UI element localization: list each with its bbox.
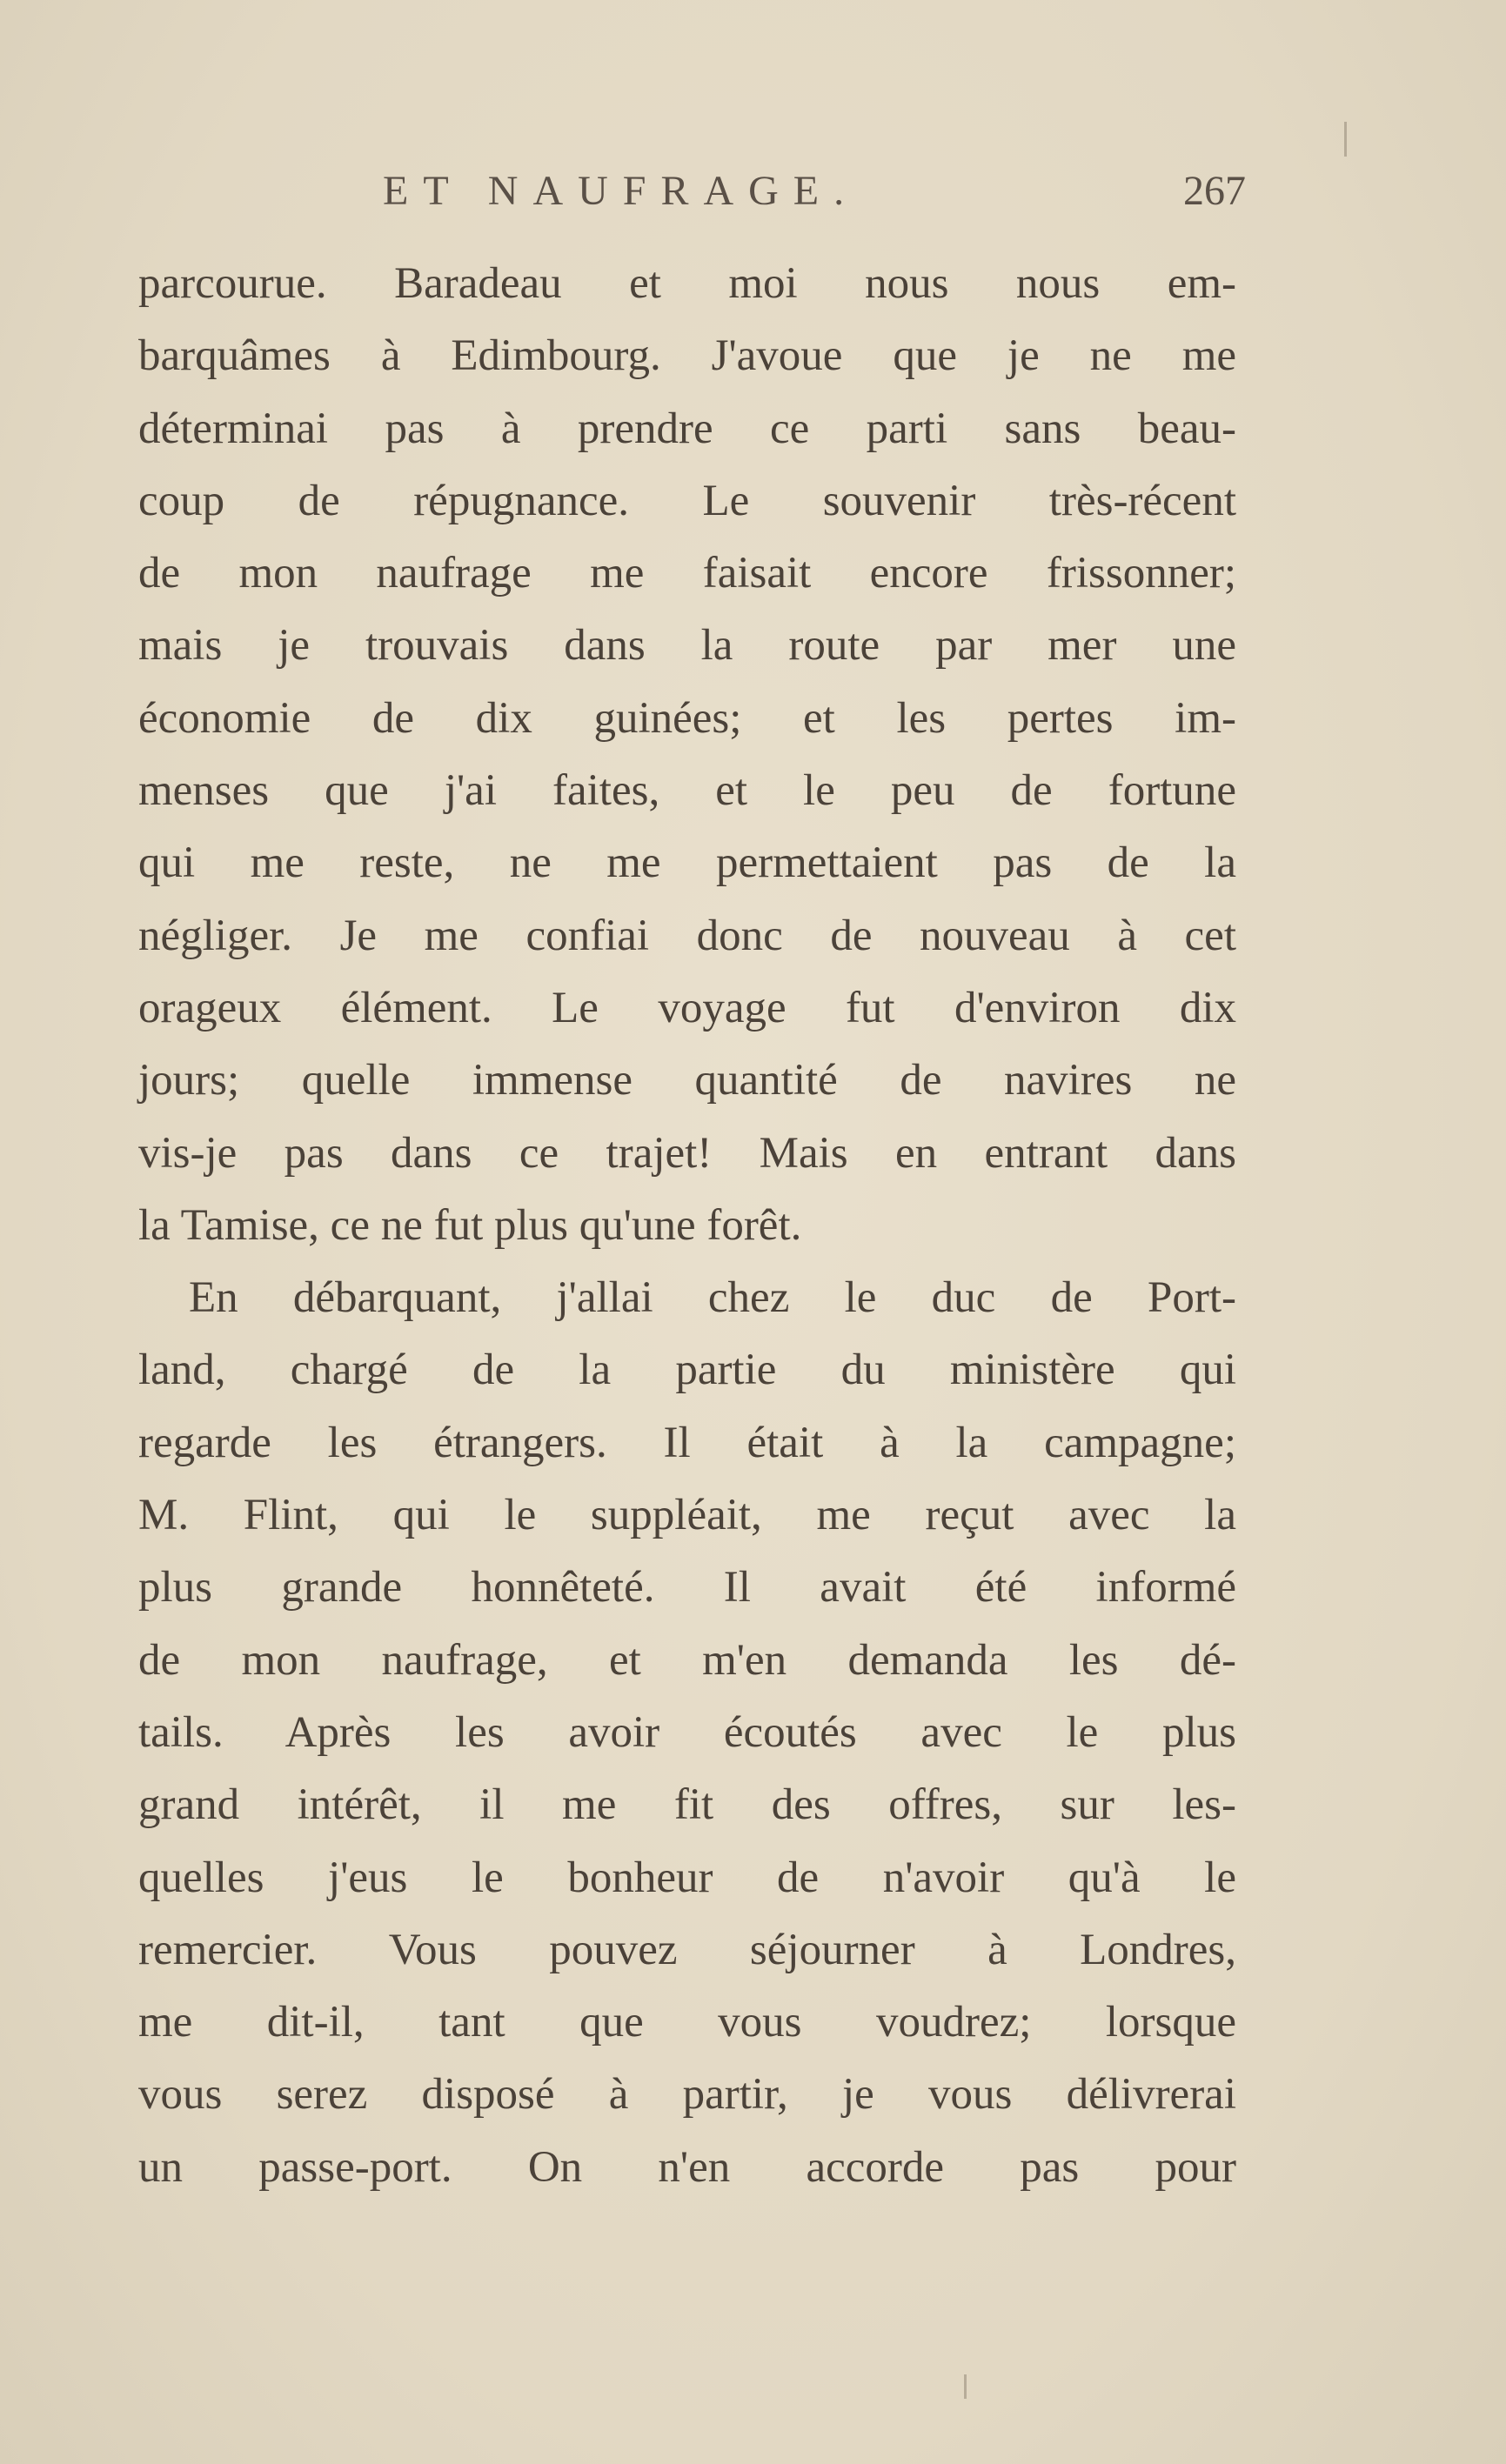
text-line: me dit-il, tant que vous voudrez; lorsque — [138, 1998, 1236, 2047]
text-line: mais je trouvais dans la route par mer une — [138, 621, 1236, 671]
paragraph-start-line: En débarquant, j'allai chez le duc de Port- — [189, 1273, 1236, 1323]
text-line: menses que j'ai faites, et le peu de fortune — [138, 766, 1236, 816]
body-text — [138, 248, 1236, 2204]
text-line: parcourue. Baradeau et moi nous nous em- — [138, 259, 1236, 308]
text-line: un passe-port. On n'en accorde pas pour — [138, 2142, 1236, 2192]
text-line: plus grande honnêteté. Il avait été informé — [138, 1563, 1236, 1613]
text-line: négliger. Je me confiai donc de nouveau à cet — [138, 911, 1236, 960]
text-line: grand intérêt, il me fit des offres, sur les- — [138, 1780, 1236, 1830]
text-line: vous serez disposé à partir, je vous délivrerai — [138, 2070, 1236, 2120]
text-line: vis-je pas dans ce trajet! Mais en entrant dans — [138, 1128, 1236, 1178]
text-line: land, chargé de la partie du ministère qui — [138, 1346, 1236, 1395]
text-line: tails. Après les avoir écoutés avec le plus — [138, 1707, 1236, 1757]
text-line: M. Flint, qui le suppléait, me reçut avec la — [138, 1491, 1236, 1540]
text-line: coup de répugnance. Le souvenir très-récent — [138, 476, 1236, 525]
text-line: orageux élément. Le voyage fut d'environ dix — [138, 983, 1236, 1032]
text-line: économie de dix guinées; et les pertes im- — [138, 693, 1236, 743]
text-line: remercier. Vous pouvez séjourner à Londres, — [138, 1925, 1236, 1974]
running-head-title: ET NAUFRAGE. — [383, 168, 860, 214]
text-line: de mon naufrage, et m'en demanda les dé- — [138, 1635, 1236, 1685]
paper-blemish — [964, 2374, 967, 2399]
paragraph-end-line: la Tamise, ce ne fut plus qu'une forêt. — [138, 1200, 802, 1250]
text-line: barquâmes à Edimbourg. J'avoue que je ne me — [138, 331, 1236, 381]
page-number: 267 — [1183, 168, 1246, 214]
text-line: quelles j'eus le bonheur de n'avoir qu'à le — [138, 1853, 1236, 1902]
text-line: qui me reste, ne me permettaient pas de la — [138, 838, 1236, 888]
text-line: déterminai pas à prendre ce parti sans beau- — [138, 404, 1236, 453]
text-line: de mon naufrage me faisait encore frissonner; — [138, 549, 1236, 598]
text-line: regarde les étrangers. Il était à la campagne; — [138, 1418, 1236, 1467]
paper-blemish — [1344, 122, 1347, 157]
running-head — [0, 167, 1506, 228]
text-line: jours; quelle immense quantité de navires ne — [138, 1056, 1236, 1105]
